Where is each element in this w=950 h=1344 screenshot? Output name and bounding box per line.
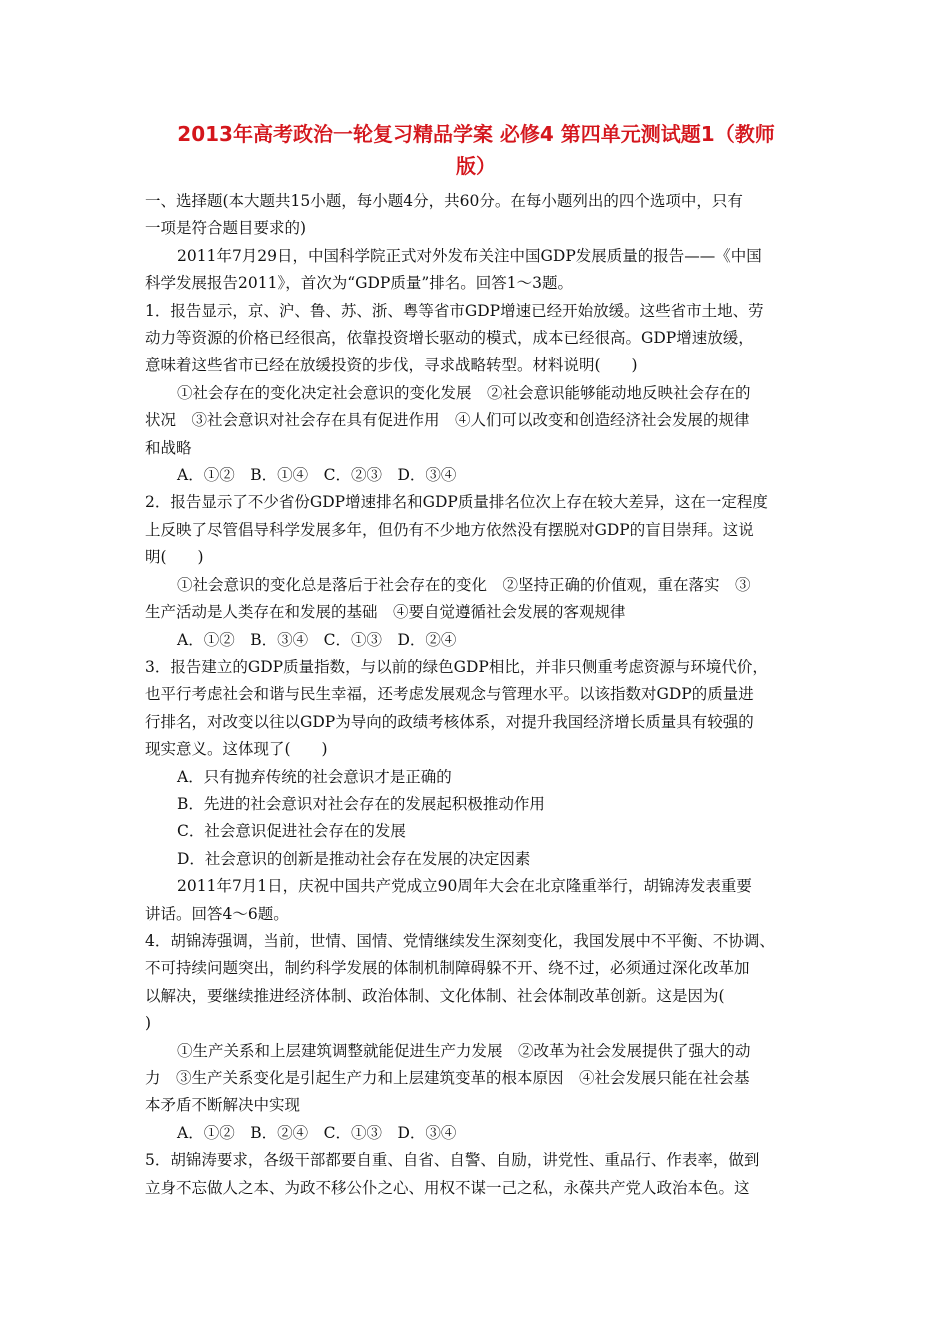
question-2-statements-cont: 生产活动是人类存在和发展的基础 ④要自觉遵循社会发展的客观规律 [145,603,626,622]
question-5-stem-cont: 立身不忘做人之本、为政不移公仆之心、用权不谋一己之私，永葆共产党人政治本色。这 [145,1178,750,1197]
question-4-stem: 4．胡锦涛强调，当前，世情、国情、党情继续发生深刻变化，我国发展中不平衡、不协调、 [145,931,775,950]
question-3-option-c: C．社会意识促进社会存在的发展 [177,822,406,841]
question-4-statements-cont: 力 ③生产关系变化是引起生产力和上层建筑变革的根本原因 ④社会发展只能在社会基 [145,1069,750,1087]
question-4-stem-cont: 不可持续问题突出，制约科学发展的体制机制障碍躲不开、绕不过，必须通过深化改革加 [145,959,750,978]
question-3-option-b: B．先进的社会意识对社会存在的发展起积极推动作用 [177,794,545,813]
question-2-statements: ①社会意识的变化总是落后于社会存在的变化 ②坚持正确的价值观，重在落实 ③ [177,575,751,594]
material-intro-2-cont: 讲话。回答4～6题。 [145,904,289,923]
question-3-stem-cont: 行排名，对改变以往以GDP为导向的政绩考核体系，对提升我国经济增长质量具有较强的 [145,712,754,731]
question-2-stem-cont: 明( ) [145,548,204,567]
question-1-stem: 1．报告显示，京、沪、鲁、苏、浙、粤等省市GDP增速已经开始放缓。这些省市土地、劳 [145,301,764,320]
question-3-option-d: D．社会意识的创新是推动社会存在发展的决定因素 [177,849,531,868]
document-title [145,118,807,182]
question-1-statements-cont: 和战略 [145,438,192,457]
question-1-stem-cont: 意味着这些省市已经在放缓投资的步伐，寻求战略转型。材料说明( ) [145,356,638,375]
question-1-stem-cont: 动力等资源的价格已经很高，依靠投资增长驱动的模式，成本已经很高。GDP增速放缓， [145,329,754,348]
question-1-statements-cont: 状况 ③社会意识对社会存在具有促进作用 ④人们可以改变和创造经济社会发展的规律 [145,411,750,430]
question-2-stem-cont: 上反映了尽管倡导科学发展多年，但仍有不少地方依然没有摆脱对GDP的盲目崇拜。这说 [145,520,754,539]
question-4-stem-cont: ) [145,1014,152,1033]
question-3-stem-cont: 也平行考虑社会和谐与民生幸福，还考虑发展观念与管理水平。以该指数对GDP的质量进 [145,685,754,704]
question-2-options: A．①② B．③④ C．①③ D．②④ [177,630,457,649]
material-intro: 2011年7月29日，中国科学院正式对外发布关注中国GDP发展质量的报告——《中国 [177,246,762,265]
document-page [145,118,807,1202]
question-4-statements-cont: 本矛盾不断解决中实现 [145,1096,301,1115]
material-intro-2: 2011年7月1日，庆祝中国共产党成立90周年大会在北京隆重举行，胡锦涛发表重要 [177,877,752,896]
question-3-stem: 3．报告建立的GDP质量指数，与以前的绿色GDP相比，并非只侧重考虑资源与环境代价， [145,657,768,676]
document-body [145,188,807,1202]
question-4-statements: ①生产关系和上层建筑调整就能促进生产力发展 ②改革为社会发展提供了强大的动 [177,1041,751,1060]
question-5-stem: 5．胡锦涛要求，各级干部都要自重、自省、自警、自励，讲党性、重品行、作表率，做到 [145,1151,760,1170]
question-4-options: A．①② B．②④ C．①③ D．③④ [177,1123,457,1142]
question-4-stem-cont: 以解决，要继续推进经济体制、政治体制、文化体制、社会体制改革创新。这是因为( [145,986,725,1005]
section-heading: 一、选择题(本大题共15小题，每小题4分，共60分。在每小题列出的四个选项中，只有 [145,192,743,210]
title-line-2: 版） [456,154,496,178]
question-3-option-a: A．只有抛弃传统的社会意识才是正确的 [177,767,452,786]
question-3-stem-cont: 现实意义。这体现了( ) [145,740,328,759]
title-line-1: 2013年高考政治一轮复习精品学案 必修4 第四单元测试题1（教师 [177,122,775,146]
material-intro-cont: 科学发展报告2011》，首次为“GDP质量”排名。回答1～3题。 [145,274,574,293]
question-1-statements: ①社会存在的变化决定社会意识的变化发展 ②社会意识能够能动地反映社会存在的 [177,383,751,402]
question-2-stem: 2．报告显示了不少省份GDP增速排名和GDP质量排名位次上存在较大差异，这在一定程度 [145,493,768,512]
question-1-options: A．①② B．①④ C．②③ D．③④ [177,466,457,485]
section-heading-cont: 一项是符合题目要求的) [145,219,307,238]
